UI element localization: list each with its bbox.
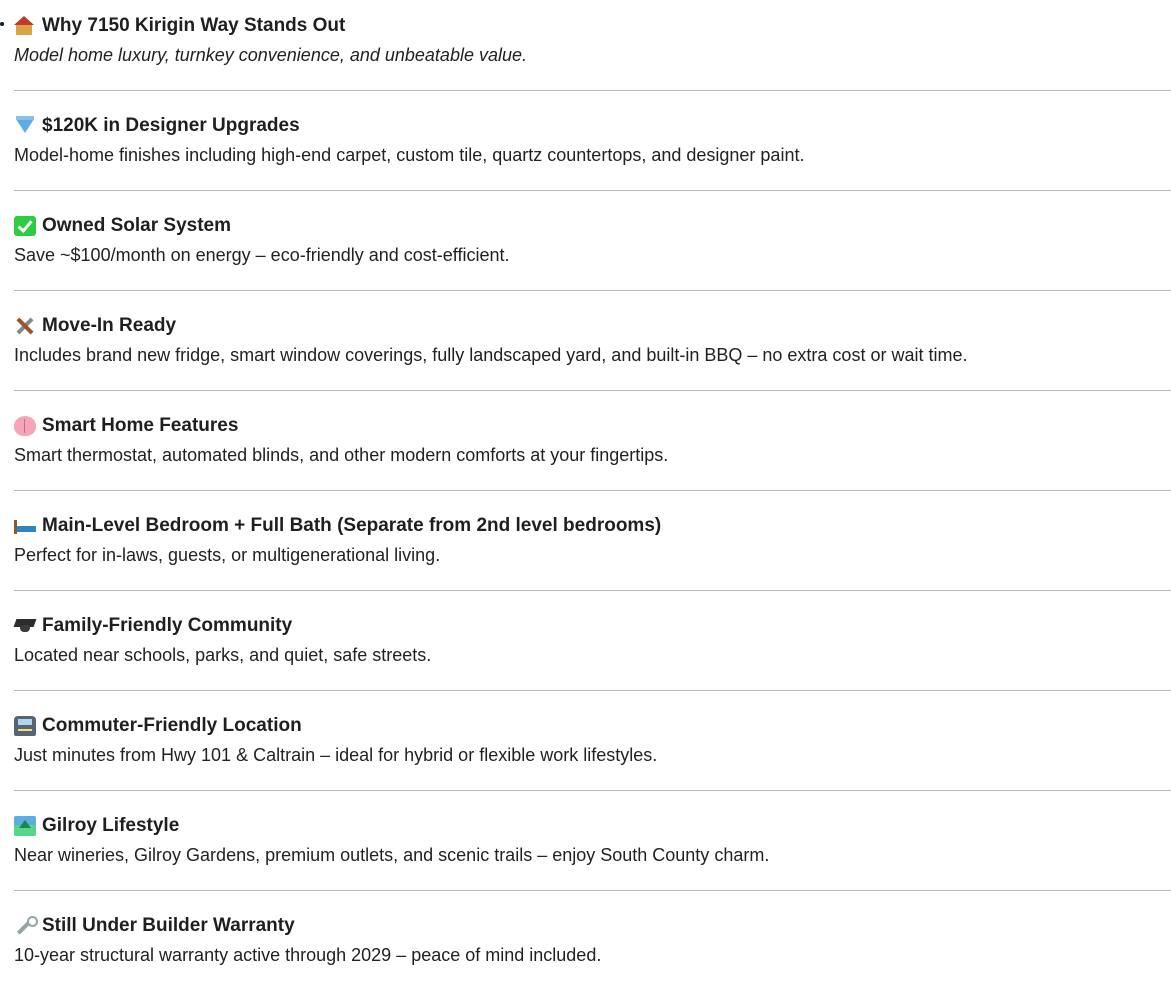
divider — [14, 290, 1171, 291]
feature-title: Gilroy Lifestyle — [42, 815, 180, 836]
feature-description: Near wineries, Gilroy Gardens, premium outlets, and scenic trails – enjoy South County charm. — [14, 845, 770, 865]
feature-description: Model home luxury, turnkey convenience, and unbeatable value. — [14, 45, 527, 65]
house-icon — [14, 16, 36, 36]
divider — [14, 390, 1171, 391]
national-park-icon — [14, 816, 36, 836]
feature-item — [14, 312, 1171, 412]
divider — [14, 790, 1171, 791]
feature-title-row — [14, 412, 1171, 440]
divider — [14, 90, 1171, 91]
feature-description: Includes brand new fridge, smart window coverings, fully landscaped yard, and built-in BBQ – no extra cost or wait time. — [14, 345, 968, 365]
feature-item — [14, 512, 1171, 612]
feature-title-row — [14, 812, 1171, 840]
feature-item — [14, 612, 1171, 712]
feature-title: Move-In Ready — [42, 315, 177, 336]
feature-title: Family-Friendly Community — [42, 615, 293, 636]
feature-description: Model-home finishes including high-end carpet, custom tile, quartz countertops, and designer paint. — [14, 145, 805, 165]
feature-title-row — [14, 912, 1171, 940]
divider — [14, 890, 1171, 891]
feature-title-row — [14, 712, 1171, 740]
feature-item — [14, 912, 1171, 992]
brain-icon — [14, 416, 36, 436]
feature-title-row — [14, 112, 1171, 140]
feature-title-row — [14, 12, 1171, 40]
feature-description: Just minutes from Hwy 101 & Caltrain – ideal for hybrid or flexible work lifestyles. — [14, 745, 658, 765]
feature-title: $120K in Designer Upgrades — [42, 115, 300, 136]
feature-description: Located near schools, parks, and quiet, safe streets. — [14, 645, 432, 665]
feature-item — [14, 212, 1171, 312]
feature-title-row — [14, 612, 1171, 640]
wrench-icon — [14, 916, 36, 936]
feature-title: Commuter-Friendly Location — [42, 715, 302, 736]
feature-title-row — [14, 312, 1171, 340]
check-mark-icon — [14, 216, 36, 236]
feature-title: Still Under Builder Warranty — [42, 915, 295, 936]
feature-item — [14, 412, 1171, 512]
gem-icon — [14, 116, 36, 136]
feature-item — [14, 712, 1171, 812]
feature-item — [14, 112, 1171, 212]
graduation-cap-icon — [14, 616, 36, 636]
divider — [14, 690, 1171, 691]
feature-item — [14, 812, 1171, 912]
feature-title: Smart Home Features — [42, 415, 239, 436]
feature-item — [14, 12, 1171, 112]
hammer-wrench-icon — [14, 316, 36, 336]
divider — [14, 190, 1171, 191]
divider — [14, 590, 1171, 591]
features-list — [14, 12, 1171, 992]
feature-description: Smart thermostat, automated blinds, and other modern comforts at your fingertips. — [14, 445, 669, 465]
feature-title-row — [14, 512, 1171, 540]
bed-icon — [14, 516, 36, 536]
divider — [14, 490, 1171, 491]
feature-title-row — [14, 212, 1171, 240]
feature-title: Main-Level Bedroom + Full Bath (Separate from 2nd level bedrooms) — [42, 515, 662, 536]
train-icon — [14, 716, 36, 736]
feature-title: Why 7150 Kirigin Way Stands Out — [42, 15, 346, 36]
feature-title: Owned Solar System — [42, 215, 232, 236]
feature-description: Save ~$100/month on energy – eco-friendly and cost-efficient. — [14, 245, 510, 265]
feature-description: Perfect for in-laws, guests, or multigenerational living. — [14, 545, 441, 565]
feature-description: 10-year structural warranty active through 2029 – peace of mind included. — [14, 945, 602, 965]
bullet-dot — [0, 22, 4, 26]
